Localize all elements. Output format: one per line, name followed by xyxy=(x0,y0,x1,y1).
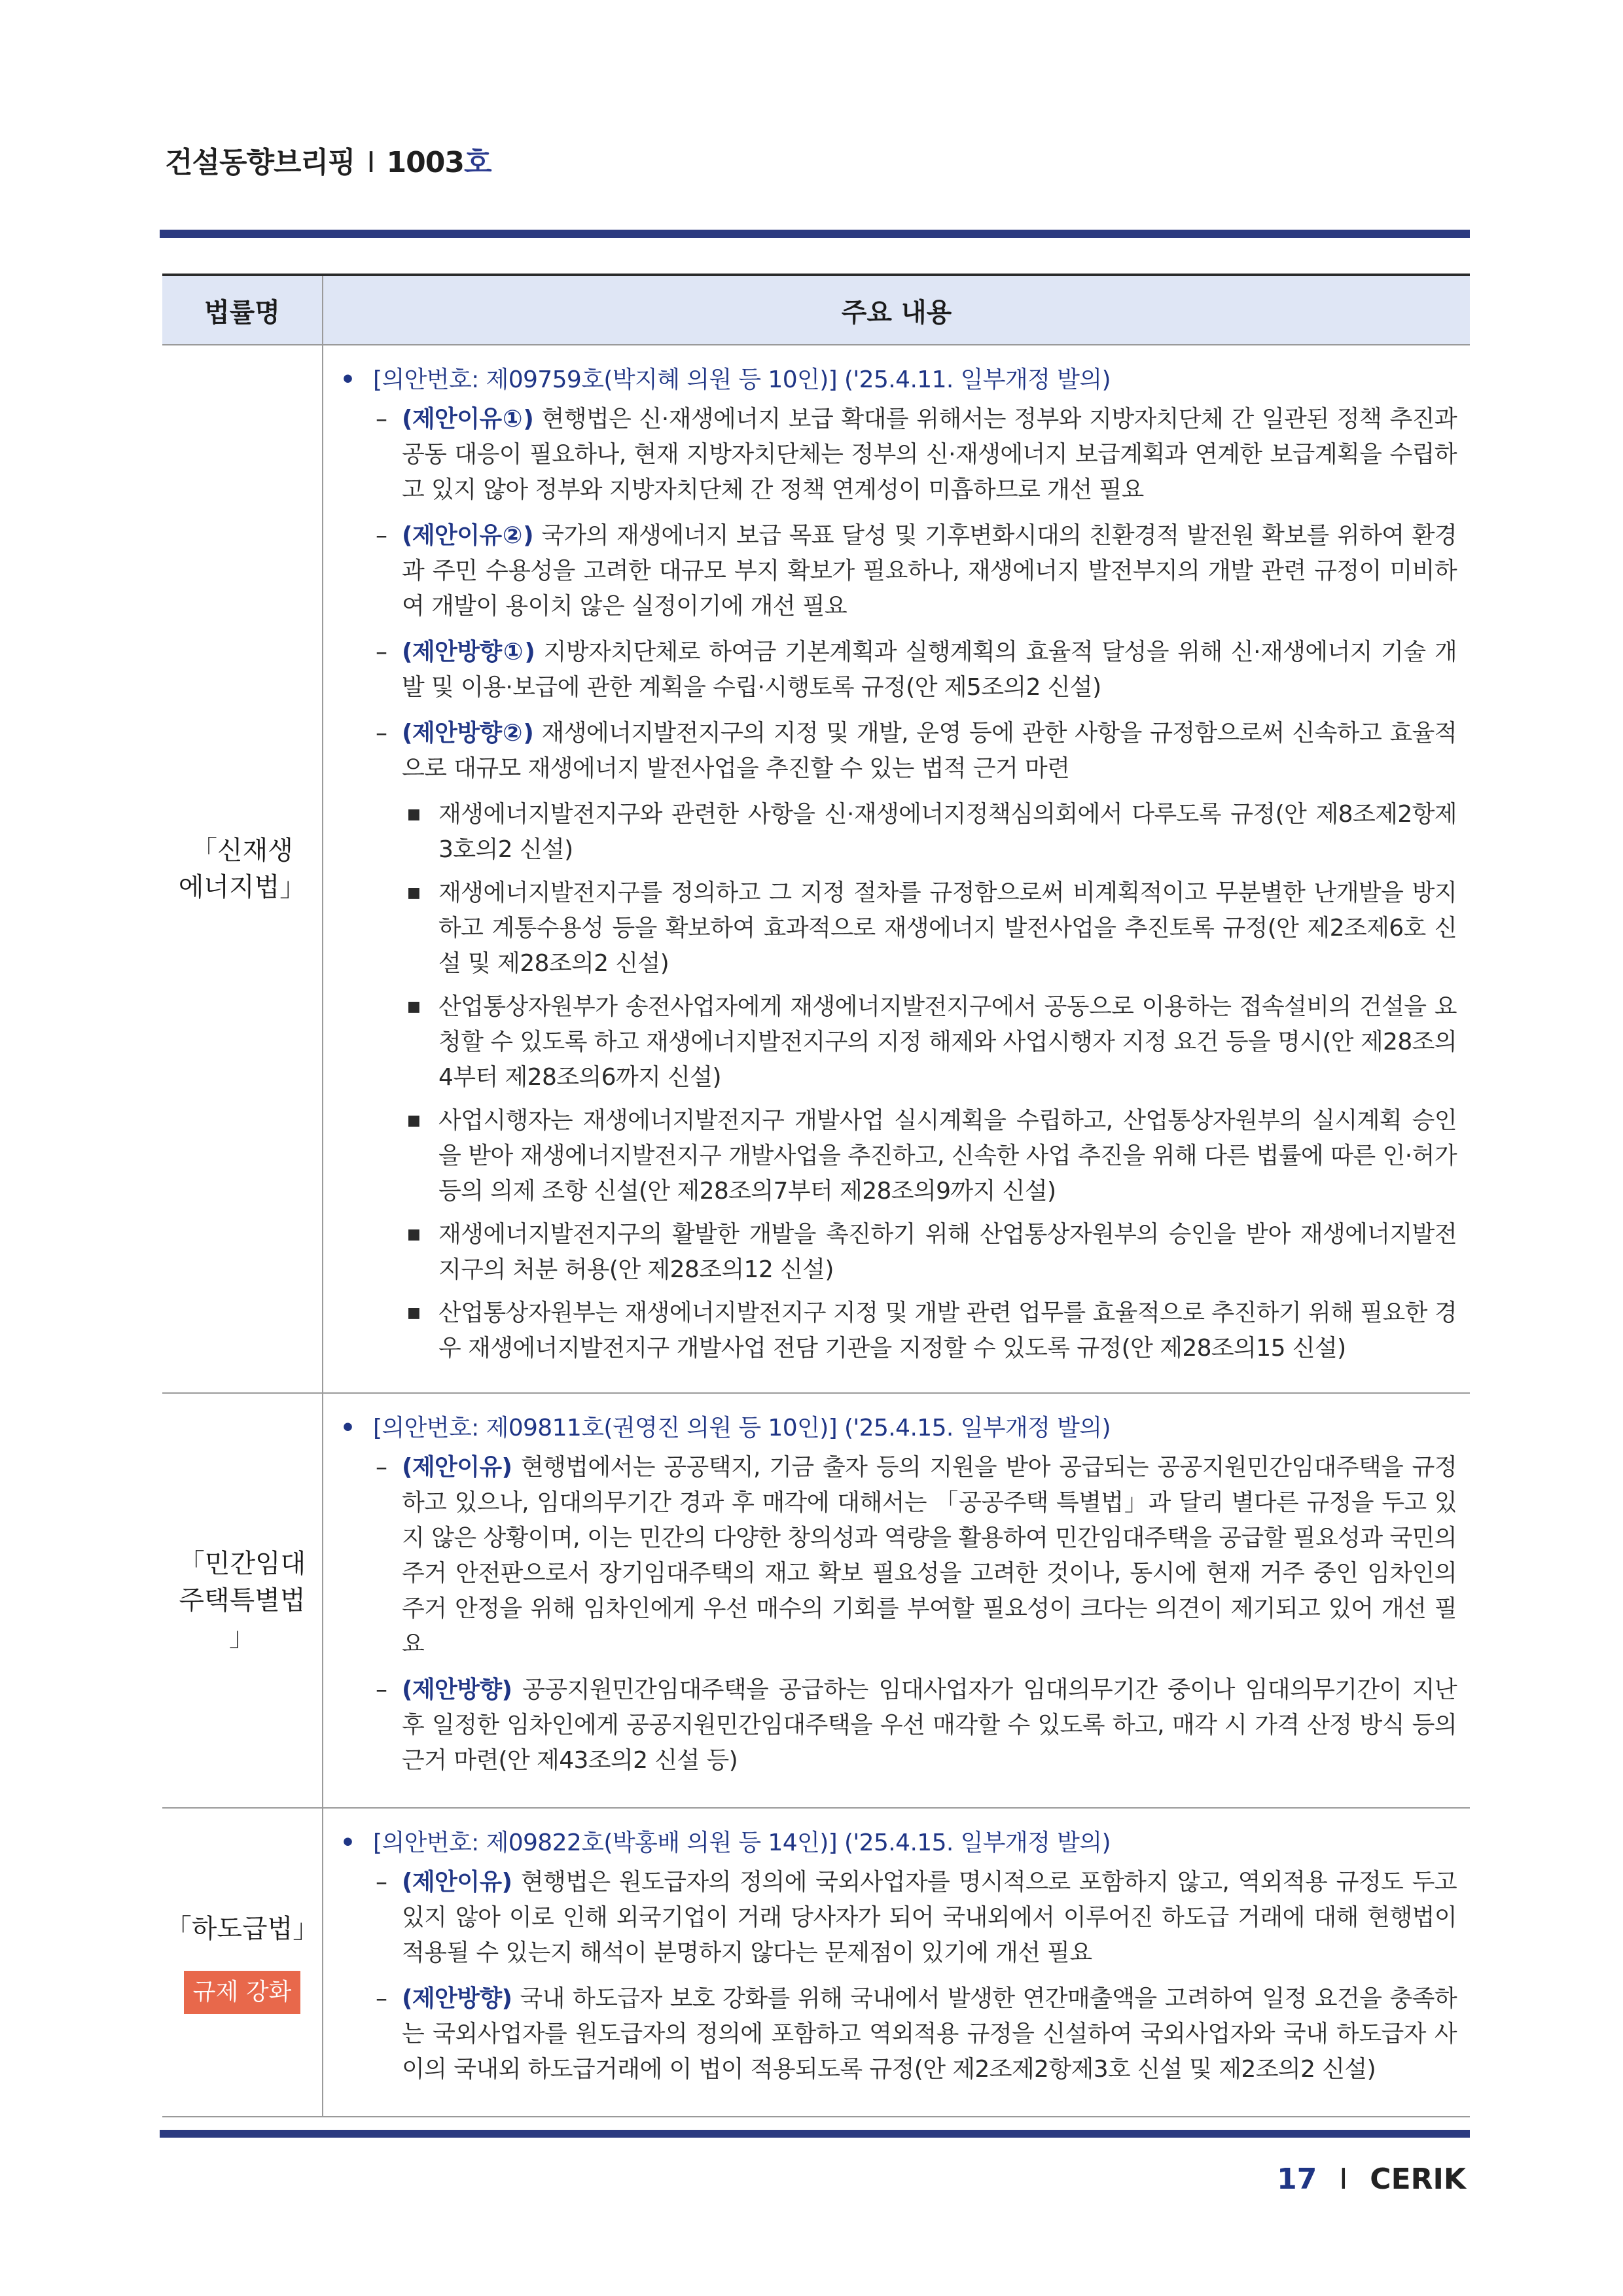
page-header xyxy=(165,139,491,181)
item-tag: (제안방향) xyxy=(402,1985,512,2012)
table-row xyxy=(162,1808,1470,2117)
bill-info: [의안번호: 제09759호(박지혜 의원 등 10인)] ('25.4.11. 일부개정 발의) xyxy=(373,366,1111,393)
square-bullet-icon: ■ xyxy=(407,1305,421,1321)
col-header-law: 법률명 xyxy=(162,275,323,345)
bill-entry xyxy=(340,362,1457,398)
page-footer xyxy=(1277,2163,1466,2196)
law-name-line: 에너지법」 xyxy=(178,872,306,902)
list-item xyxy=(376,635,1457,705)
square-bullet-icon: ■ xyxy=(407,885,421,901)
footer-separator: I xyxy=(1339,2163,1348,2196)
dash-icon: – xyxy=(376,639,387,665)
sub-item xyxy=(407,797,1457,868)
dash-icon: – xyxy=(376,522,387,549)
sub-item xyxy=(407,1217,1457,1288)
bill-info: [의안번호: 제09822호(박홍배 의원 등 14인)] ('25.4.15. 일부개정 발의) xyxy=(373,1829,1111,1856)
dash-icon: – xyxy=(376,1454,387,1481)
item-tag: (제안이유②) xyxy=(402,522,534,549)
footer-rule xyxy=(160,2130,1470,2138)
item-text: 공공지원민간임대주택을 공급하는 임대사업자가 임대의무기간 중이나 임대의무기간이 지난 후 일정한 임차인에게 공공지원민간임대주택을 우선 매각할 수 있도록 하고, 매각 시 가격 산정 방식 등의 근거 마련(안 제43조의2 신설 등) xyxy=(402,1676,1457,1774)
list-item xyxy=(376,402,1457,508)
table-header-row xyxy=(162,275,1470,345)
sub-item-text: 산업통상자원부가 송전사업자에게 재생에너지발전지구에서 공동으로 이용하는 접속설비의 건설을 요청할 수 있도록 하고 재생에너지발전지구의 지정 해제와 사업시행자 지정 요건 등을 명시(안 제28조의4부터 제28조의6까지 신설) xyxy=(438,993,1457,1091)
item-text: 재생에너지발전지구의 지정 및 개발, 운영 등에 관한 사항을 규정함으로써 신속하고 효율적으로 대규모 재생에너지 발전사업을 추진할 수 있는 법적 근거 마련 xyxy=(402,720,1457,782)
header-separator: I xyxy=(366,146,375,179)
item-text: 국내 하도급자 보호 강화를 위해 국내에서 발생한 연간매출액을 고려하여 일정 요건을 충족하는 국외사업자를 원도급자의 정의에 포함하고 역외적용 규정을 신설하여 국외사업자와 국내 하도급자 사이의 국내외 하도급거래에 이 법이 적용되도록 규정(안 제2조제2항제3호 신설 및 제2조의2 신설) xyxy=(402,1985,1457,2083)
sub-item-text: 재생에너지발전지구의 활발한 개발을 촉진하기 위해 산업통상자원부의 승인을 받아 재생에너지발전지구의 처분 허용(안 제28조의12 신설) xyxy=(438,1221,1457,1283)
law-name-line: 주택특별법 xyxy=(179,1585,306,1616)
dash-icon: – xyxy=(376,406,387,433)
law-name-cell xyxy=(162,1808,323,2117)
bullet-icon: • xyxy=(340,1829,355,1856)
list-item xyxy=(376,1981,1457,2087)
item-text: 현행법에서는 공공택지, 기금 출자 등의 지원을 받아 공급되는 공공지원민간임대주택을 규정하고 있으나, 임대의무기간 경과 후 매각에 대해서는 「공공주택 특별법」과 달리 별다른 규정을 두고 있지 않은 상황이며, 이는 민간의 다양한 창의성과 역량을 활용하여 민간임대주택을 공급할 필요성과 국민의 주거 안전판으로서 장기임대주택의 재고 확보 필요성을 고려한 것이나, 동시에 현재 거주 중인 임차인의 주거 안정을 위해 임차인에게 우선 매수의 기회를 부여할 필요성이 크다는 의견이 제기되고 있어 개선 필요 xyxy=(402,1454,1457,1657)
item-tag: (제안방향①) xyxy=(402,639,535,665)
header-issue-number: 1003 xyxy=(386,146,464,179)
bullet-icon: • xyxy=(340,366,355,393)
square-bullet-icon: ■ xyxy=(407,998,421,1015)
item-tag: (제안이유①) xyxy=(402,406,534,433)
bullet-icon: • xyxy=(340,1415,355,1441)
law-name-line: 「하도급법」 xyxy=(165,1914,319,1944)
bill-entry xyxy=(340,1826,1457,1861)
content-cell xyxy=(323,1393,1470,1808)
sub-item xyxy=(407,989,1457,1095)
list-item xyxy=(376,1672,1457,1778)
square-bullet-icon: ■ xyxy=(407,806,421,822)
sub-item-text: 재생에너지발전지구를 정의하고 그 지정 절차를 규정함으로써 비계획적이고 무분별한 난개발을 방지하고 계통수용성 등을 확보하여 효과적으로 재생에너지 발전사업을 추진토록 규정(안 제2조제6호 신설 및 제28조의2 신설) xyxy=(438,879,1457,977)
header-title: 건설동향브리핑 xyxy=(165,146,355,179)
law-name-line: 「민간임대 xyxy=(178,1549,306,1579)
col-header-content: 주요 내용 xyxy=(323,275,1470,345)
law-table xyxy=(162,274,1470,2117)
square-bullet-icon: ■ xyxy=(407,1112,421,1129)
law-name-line: 」 xyxy=(229,1622,255,1652)
list-item xyxy=(376,518,1457,624)
bill-info: [의안번호: 제09811호(권영진 의원 등 10인)] ('25.4.15. 일부개정 발의) xyxy=(373,1415,1111,1441)
regulation-badge: 규제 강화 xyxy=(184,1971,301,2014)
footer-org: CERIK xyxy=(1370,2163,1466,2196)
sub-item xyxy=(407,1296,1457,1366)
sub-item-text: 산업통상자원부는 재생에너지발전지구 지정 및 개발 관련 업무를 효율적으로 추진하기 위해 필요한 경우 재생에너지발전지구 개발사업 전담 기관을 지정할 수 있도록 규정(안 제28조의15 신설) xyxy=(438,1299,1457,1362)
item-text: 현행법은 신·재생에너지 보급 확대를 위해서는 정부와 지방자치단체 간 일관된 정책 추진과 공동 대응이 필요하나, 현재 지방자치단체는 정부의 신·재생에너지 보급계획과 연계한 보급계획을 수립하고 있지 않아 정부와 지방자치단체 간 정책 연계성이 미흡하므로 개선 필요 xyxy=(402,406,1457,503)
square-bullet-icon: ■ xyxy=(407,1226,421,1243)
list-item xyxy=(376,1865,1457,1971)
sub-item xyxy=(407,875,1457,981)
sub-item-text: 사업시행자는 재생에너지발전지구 개발사업 실시계획을 수립하고, 산업통상자원부의 실시계획 승인을 받아 재생에너지발전지구 개발사업을 추진하고, 신속한 사업 추진을 위해 다른 법률에 따른 인·허가 등의 의제 조항 신설(안 제28조의7부터 제28조의9까지 신설) xyxy=(438,1107,1457,1205)
header-rule xyxy=(160,230,1470,238)
bill-entry xyxy=(340,1411,1457,1446)
sub-item-text: 재생에너지발전지구와 관련한 사항을 신·재생에너지정책심의회에서 다루도록 규정(안 제8조제2항제3호의2 신설) xyxy=(438,801,1457,863)
sub-item xyxy=(407,1103,1457,1209)
list-item xyxy=(376,716,1457,786)
content-cell xyxy=(323,1808,1470,2117)
table-row xyxy=(162,1393,1470,1808)
dash-icon: – xyxy=(376,1985,387,2012)
law-name-cell xyxy=(162,1393,323,1808)
dash-icon: – xyxy=(376,1676,387,1703)
list-item xyxy=(376,1450,1457,1662)
item-text: 현행법은 원도급자의 정의에 국외사업자를 명시적으로 포함하지 않고, 역외적용 규정도 두고 있지 않아 이로 인해 외국기업이 거래 당사자가 되어 국내외에서 이루어진 하도급 거래에 대해 현행법이 적용될 수 있는지 해석이 분명하지 않다는 문제점이 있기에 개선 필요 xyxy=(402,1869,1457,1966)
header-issue-suffix: 호 xyxy=(463,146,491,179)
content-cell xyxy=(323,345,1470,1393)
item-tag: (제안이유) xyxy=(402,1869,512,1896)
dash-icon: – xyxy=(376,720,387,747)
item-tag: (제안이유) xyxy=(402,1454,512,1481)
item-text: 지방자치단체로 하여금 기본계획과 실행계획의 효율적 달성을 위해 신·재생에너지 기술 개발 및 이용·보급에 관한 계획을 수립·시행토록 규정(안 제5조의2 신설) xyxy=(402,639,1457,701)
item-tag: (제안방향) xyxy=(402,1676,512,1703)
item-text: 국가의 재생에너지 보급 목표 달성 및 기후변화시대의 친환경적 발전원 확보를 위하여 환경과 주민 수용성을 고려한 대규모 부지 확보가 필요하나, 재생에너지 발전부지의 개발 관련 규정이 미비하여 개발이 용이치 않은 실정이기에 개선 필요 xyxy=(402,522,1457,620)
item-tag: (제안방향②) xyxy=(402,720,534,747)
page-number: 17 xyxy=(1277,2163,1317,2196)
law-name-line: 「신재생 xyxy=(191,836,293,866)
table-row xyxy=(162,345,1470,1393)
law-name-cell xyxy=(162,345,323,1393)
dash-icon: – xyxy=(376,1869,387,1896)
